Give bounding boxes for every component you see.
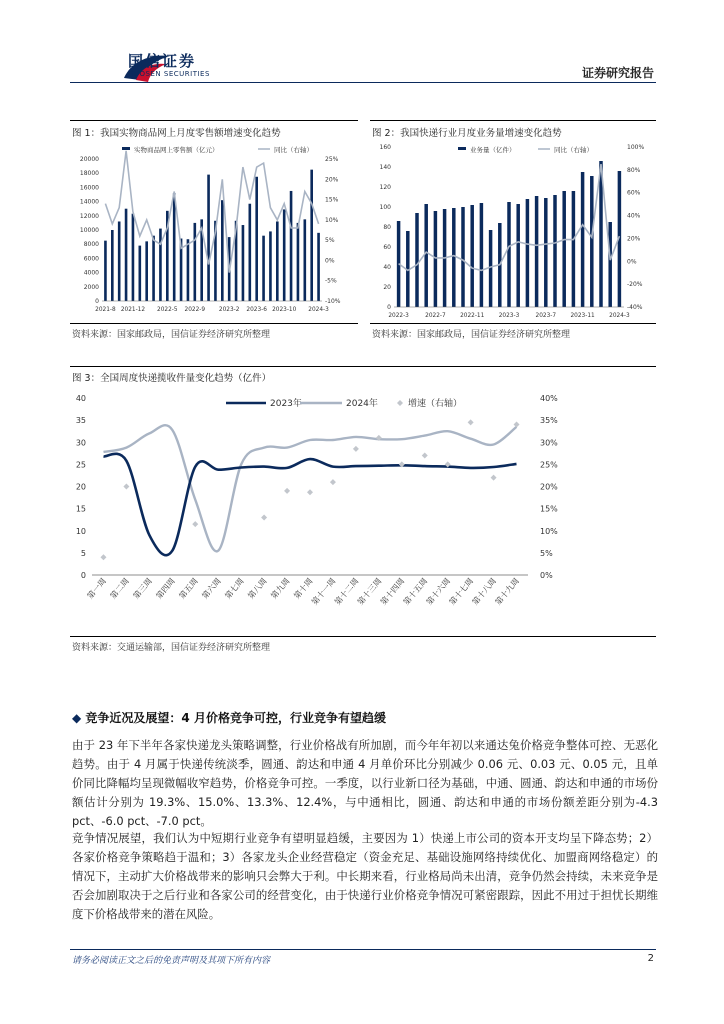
figure2-source-rule bbox=[370, 323, 656, 324]
fig2-x-tick: 2022-7 bbox=[425, 313, 446, 319]
fig2-bar bbox=[572, 191, 575, 307]
fig2-bar bbox=[480, 203, 483, 307]
fig1-bar bbox=[297, 223, 300, 301]
fig1-y-left-tick: 2000 bbox=[83, 283, 99, 291]
fig3-growth-point bbox=[353, 446, 359, 452]
fig1-y-right-tick: 25% bbox=[325, 156, 339, 163]
fig3-growth-point bbox=[330, 479, 336, 485]
figure3-source: 资料来源：交通运输部，国信证券经济研究所整理 bbox=[72, 643, 271, 653]
fig2-x-tick: 2023-11 bbox=[570, 313, 595, 319]
fig2-y-right-tick: 60% bbox=[627, 189, 641, 197]
fig1-y-right-tick: -5% bbox=[325, 277, 337, 285]
fig1-y-left-tick: 10000 bbox=[79, 227, 99, 234]
fig2-y-right-tick: 20% bbox=[627, 235, 641, 243]
fig2-bar bbox=[461, 207, 464, 307]
fig2-bar bbox=[608, 222, 611, 307]
fig3-x-tick: 第十四周 bbox=[378, 576, 407, 607]
figure1-top-rule bbox=[70, 120, 358, 122]
diamond-bullet-icon: ◆ bbox=[72, 711, 82, 725]
fig2-y-right-tick: 0% bbox=[627, 258, 637, 266]
fig1-y-left-tick: 8000 bbox=[83, 241, 99, 249]
fig3-growth-point bbox=[468, 419, 474, 425]
paragraph-2: 竞争情况展望，我们认为中短期行业竞争有望明显趋缓，主要因为 1）快递上市公司的资本开支均呈下降态势；2）各家价格竞争策略趋于温和；3）各家龙头企业经营稳定（资金充足、基础设施网络持续优化、加盟商网络稳定）的情况下，主动扩大价格战带来的影响只会弊大于利。中长期来看，行业格局尚未出清，竞争仍然会持续，未来竞争是否会加剧取决于之后行业和各家公司的经营变化，由于快递行业价格竞争情况可紧密跟踪，因此不用过于担忧长期维度下价格战带来的潜在风险。 bbox=[72, 831, 658, 921]
fig1-y-right-tick: 10% bbox=[325, 216, 339, 224]
page-number: 2 bbox=[647, 953, 654, 964]
fig2-bar bbox=[434, 211, 437, 307]
fig2-bar bbox=[553, 195, 556, 307]
fig3-y-right-tick: 10% bbox=[540, 526, 558, 536]
figure3-top-rule bbox=[70, 366, 656, 368]
fig3-x-tick: 第八周 bbox=[246, 576, 269, 601]
fig1-y-left-tick: 6000 bbox=[83, 255, 99, 263]
fig2-bar bbox=[544, 198, 547, 307]
fig1-y-left-tick: 16000 bbox=[79, 184, 99, 192]
fig2-y-left-tick: 40 bbox=[383, 264, 391, 271]
fig1-bar bbox=[104, 241, 107, 301]
fig3-x-tick: 第十三周 bbox=[355, 576, 384, 607]
fig1-bar bbox=[304, 219, 307, 301]
fig1-bar bbox=[317, 233, 320, 301]
figure2-top-rule bbox=[370, 120, 656, 122]
fig2-y-right-tick: 100% bbox=[627, 144, 645, 151]
fig1-bar bbox=[207, 175, 210, 301]
fig1-bar bbox=[159, 229, 162, 301]
logo-name: 国信证券 bbox=[128, 52, 197, 70]
figure3-legend-growth-swatch bbox=[397, 400, 403, 406]
fig1-bar bbox=[132, 214, 135, 301]
fig1-bar bbox=[111, 230, 114, 301]
figure3-chart bbox=[70, 386, 656, 636]
fig2-bar bbox=[415, 213, 418, 307]
fig3-x-tick: 第十五周 bbox=[401, 576, 430, 607]
fig3-y-left-tick: 5 bbox=[80, 548, 86, 558]
fig2-bar bbox=[507, 202, 510, 307]
fig2-bar bbox=[452, 208, 455, 307]
fig2-x-tick: 2024-3 bbox=[609, 313, 630, 319]
fig3-x-tick: 第十周 bbox=[292, 576, 315, 601]
fig1-bar bbox=[283, 209, 286, 301]
fig2-bar bbox=[516, 204, 519, 307]
fig3-y-left-tick: 0 bbox=[80, 571, 86, 580]
fig1-bar bbox=[125, 209, 128, 301]
fig1-bar bbox=[242, 225, 245, 301]
fig2-bar bbox=[535, 196, 538, 307]
fig2-bar bbox=[581, 172, 584, 307]
fig3-x-tick: 第三周 bbox=[131, 576, 154, 601]
fig2-y-left-tick: 80 bbox=[383, 224, 391, 231]
fig3-growth-point bbox=[100, 554, 106, 560]
fig2-y-right-tick: -40% bbox=[627, 304, 643, 311]
fig1-x-tick: 2024-3 bbox=[308, 307, 329, 313]
fig1-x-tick: 2023-10 bbox=[272, 307, 297, 313]
fig3-growth-point bbox=[192, 521, 198, 527]
figure3-title: 图 3：全国周度快递揽收件量变化趋势（亿件） bbox=[72, 373, 272, 384]
fig3-y-left-tick: 30 bbox=[75, 438, 86, 448]
fig1-yoy-line bbox=[105, 151, 318, 273]
fig3-growth-point bbox=[491, 475, 497, 481]
fig3-growth-point bbox=[284, 488, 290, 494]
fig2-x-tick: 2023-7 bbox=[535, 313, 557, 319]
fig1-x-tick: 2023-2 bbox=[218, 307, 240, 313]
fig1-bar bbox=[255, 177, 258, 301]
fig1-y-right-tick: -10% bbox=[325, 298, 341, 305]
fig3-x-tick: 第一周 bbox=[85, 576, 109, 601]
fig1-x-tick: 2023-6 bbox=[246, 307, 267, 313]
figure2-legend-line: 同比（右轴） bbox=[554, 146, 593, 154]
fig3-growth-point bbox=[261, 514, 267, 520]
figure2-legend-bar-swatch bbox=[458, 147, 466, 150]
logo-english-name: GUOSEN SECURITIES bbox=[128, 70, 210, 78]
fig2-x-tick: 2022-3 bbox=[388, 313, 409, 319]
figure1-legend-line: 同比（右轴） bbox=[274, 146, 313, 154]
fig3-x-tick: 第六周 bbox=[200, 576, 223, 601]
fig3-y-right-tick: 40% bbox=[540, 394, 558, 403]
fig2-bar bbox=[424, 204, 427, 307]
fig3-y-left-tick: 40 bbox=[75, 394, 86, 403]
fig1-bar bbox=[249, 204, 252, 301]
figure1-legend-bar: 实物商品网上零售额（亿元） bbox=[134, 146, 219, 154]
fig1-bar bbox=[262, 236, 265, 301]
figure2-title: 图 2：我国快递行业月度业务量增速变化趋势 bbox=[372, 128, 562, 139]
fig2-y-left-tick: 140 bbox=[379, 164, 391, 171]
fig2-x-tick: 2023-3 bbox=[498, 313, 520, 319]
fig1-bar bbox=[310, 170, 313, 301]
fig2-y-left-tick: 0 bbox=[387, 304, 391, 311]
fig1-bar bbox=[139, 246, 142, 301]
figure1-legend-bar-swatch bbox=[122, 147, 130, 150]
fig3-line-2024 bbox=[104, 425, 517, 551]
figure3-legend-growth: 增速（右轴） bbox=[408, 399, 463, 409]
figure2-chart bbox=[368, 143, 658, 323]
fig3-y-left-tick: 25 bbox=[75, 460, 86, 470]
fig2-y-left-tick: 20 bbox=[383, 284, 391, 291]
figure2-source: 资料来源：国家邮政局，国信证券经济研究所整理 bbox=[372, 330, 571, 340]
fig3-y-left-tick: 35 bbox=[75, 416, 86, 426]
section-heading-text: 竞争近况及展望：4 月价格竞争可控，行业竞争有望趋缓 bbox=[85, 711, 386, 725]
fig1-y-left-tick: 18000 bbox=[79, 170, 99, 178]
fig2-y-right-tick: 40% bbox=[627, 212, 641, 220]
figure1-title: 图 1：我国实物商品网上月度零售额增速变化趋势 bbox=[72, 128, 281, 139]
fig3-x-tick: 第十七周 bbox=[447, 576, 476, 607]
footer-disclaimer: 请务必阅读正文之后的免责声明及其项下所有内容 bbox=[72, 956, 271, 966]
fig3-growth-point bbox=[514, 422, 520, 428]
fig3-x-tick: 第四周 bbox=[154, 576, 177, 601]
fig1-y-right-tick: 5% bbox=[325, 237, 335, 245]
fig1-bar bbox=[276, 221, 279, 301]
fig3-y-left-tick: 10 bbox=[75, 526, 86, 536]
fig2-bar bbox=[590, 176, 593, 307]
fig3-line-2023 bbox=[104, 454, 517, 555]
paragraph-1: 由于 23 年下半年各家快递龙头策略调整，行业价格战有所加剧，而今年年初以来通达兔价格竞争整体可控、无恶化趋势。由于 4 月属于快递传统淡季，圆通、韵达和申通 4 月单价环比分别减少 0.06 元、0.03 元、0.05 元，且单价同比降幅均呈现微幅收窄趋势，价格竞争可控。一季度，以行业新口径为基础，中通、圆通、韵达和申通的市场份额估计分别为 19.3%、15.0%、13.3%、12.4%，与中通相比，圆通、韵达和申通的市场份额差距分别为-4.3 pct、-6.0 pct、-7.0 pct。 bbox=[72, 738, 658, 828]
fig2-bar bbox=[489, 230, 492, 307]
fig1-x-tick: 2021-8 bbox=[95, 307, 116, 313]
footer-rule bbox=[70, 949, 656, 950]
fig1-y-right-tick: 15% bbox=[325, 196, 339, 204]
fig1-y-right-tick: 20% bbox=[325, 176, 339, 184]
fig2-y-left-tick: 120 bbox=[379, 184, 391, 191]
fig3-y-right-tick: 15% bbox=[540, 504, 558, 514]
fig1-y-left-tick: 0 bbox=[95, 298, 99, 305]
fig3-x-tick: 第九周 bbox=[269, 576, 292, 601]
fig3-x-tick: 第十二周 bbox=[332, 576, 361, 607]
fig2-bar bbox=[562, 191, 565, 307]
figure1-source-rule bbox=[70, 323, 358, 324]
fig2-y-left-tick: 160 bbox=[379, 144, 391, 151]
fig3-growth-point bbox=[123, 484, 129, 490]
fig2-bar bbox=[526, 199, 529, 307]
fig1-y-left-tick: 14000 bbox=[79, 198, 99, 206]
fig3-y-right-tick: 5% bbox=[540, 548, 553, 558]
figure3-source-rule bbox=[70, 636, 656, 637]
fig2-bar bbox=[470, 205, 473, 307]
fig1-y-left-tick: 4000 bbox=[83, 269, 99, 277]
fig3-y-left-tick: 20 bbox=[75, 482, 86, 492]
figure3-legend-2023: 2023年 bbox=[270, 399, 302, 409]
fig3-x-tick: 第七周 bbox=[223, 576, 246, 601]
fig3-x-tick: 第十九周 bbox=[493, 576, 522, 607]
fig1-bar bbox=[269, 231, 272, 301]
fig2-y-left-tick: 100 bbox=[379, 204, 391, 211]
fig1-bar bbox=[187, 239, 190, 301]
fig3-x-tick: 第五周 bbox=[177, 576, 200, 601]
fig3-y-right-tick: 0% bbox=[540, 571, 553, 580]
fig3-growth-point bbox=[422, 453, 428, 459]
fig1-y-left-tick: 20000 bbox=[79, 156, 99, 163]
fig3-y-right-tick: 30% bbox=[540, 438, 558, 448]
fig1-bar bbox=[118, 221, 121, 301]
fig1-bar bbox=[152, 236, 155, 301]
fig1-bar bbox=[194, 223, 197, 301]
fig1-bar bbox=[221, 200, 224, 301]
fig3-y-right-tick: 20% bbox=[540, 482, 558, 492]
fig1-y-left-tick: 12000 bbox=[79, 212, 99, 220]
figure3-legend-2024: 2024年 bbox=[346, 399, 378, 409]
figure2-legend-bar: 业务量（亿件） bbox=[470, 146, 516, 154]
fig3-x-tick: 第十八周 bbox=[470, 576, 499, 607]
fig1-y-right-tick: 0% bbox=[325, 257, 335, 265]
fig1-bar bbox=[290, 191, 293, 301]
fig2-y-right-tick: 80% bbox=[627, 166, 641, 174]
fig1-bar bbox=[145, 241, 148, 301]
fig1-x-tick: 2022-9 bbox=[184, 307, 206, 313]
figure1-source: 资料来源：国家邮政局，国信证券经济研究所整理 bbox=[72, 330, 271, 340]
fig3-y-right-tick: 35% bbox=[540, 416, 558, 426]
fig1-bar bbox=[173, 193, 176, 301]
fig1-x-tick: 2021-12 bbox=[120, 307, 146, 313]
fig3-y-left-tick: 15 bbox=[75, 504, 86, 514]
fig3-y-right-tick: 25% bbox=[540, 460, 558, 470]
fig1-x-tick: 2022-5 bbox=[157, 307, 178, 313]
header-rule bbox=[70, 82, 656, 83]
figure1-chart bbox=[70, 143, 360, 323]
fig3-x-tick: 第十一周 bbox=[310, 576, 338, 607]
fig3-x-tick: 第二周 bbox=[108, 576, 131, 601]
fig3-growth-point bbox=[307, 489, 313, 495]
fig2-x-tick: 2022-11 bbox=[460, 313, 485, 319]
report-type: 证券研究报告 bbox=[581, 66, 654, 80]
fig2-y-left-tick: 60 bbox=[383, 244, 391, 251]
fig3-x-tick: 第十六周 bbox=[424, 576, 453, 607]
section-heading bbox=[72, 709, 386, 726]
fig2-y-right-tick: -20% bbox=[627, 281, 643, 289]
